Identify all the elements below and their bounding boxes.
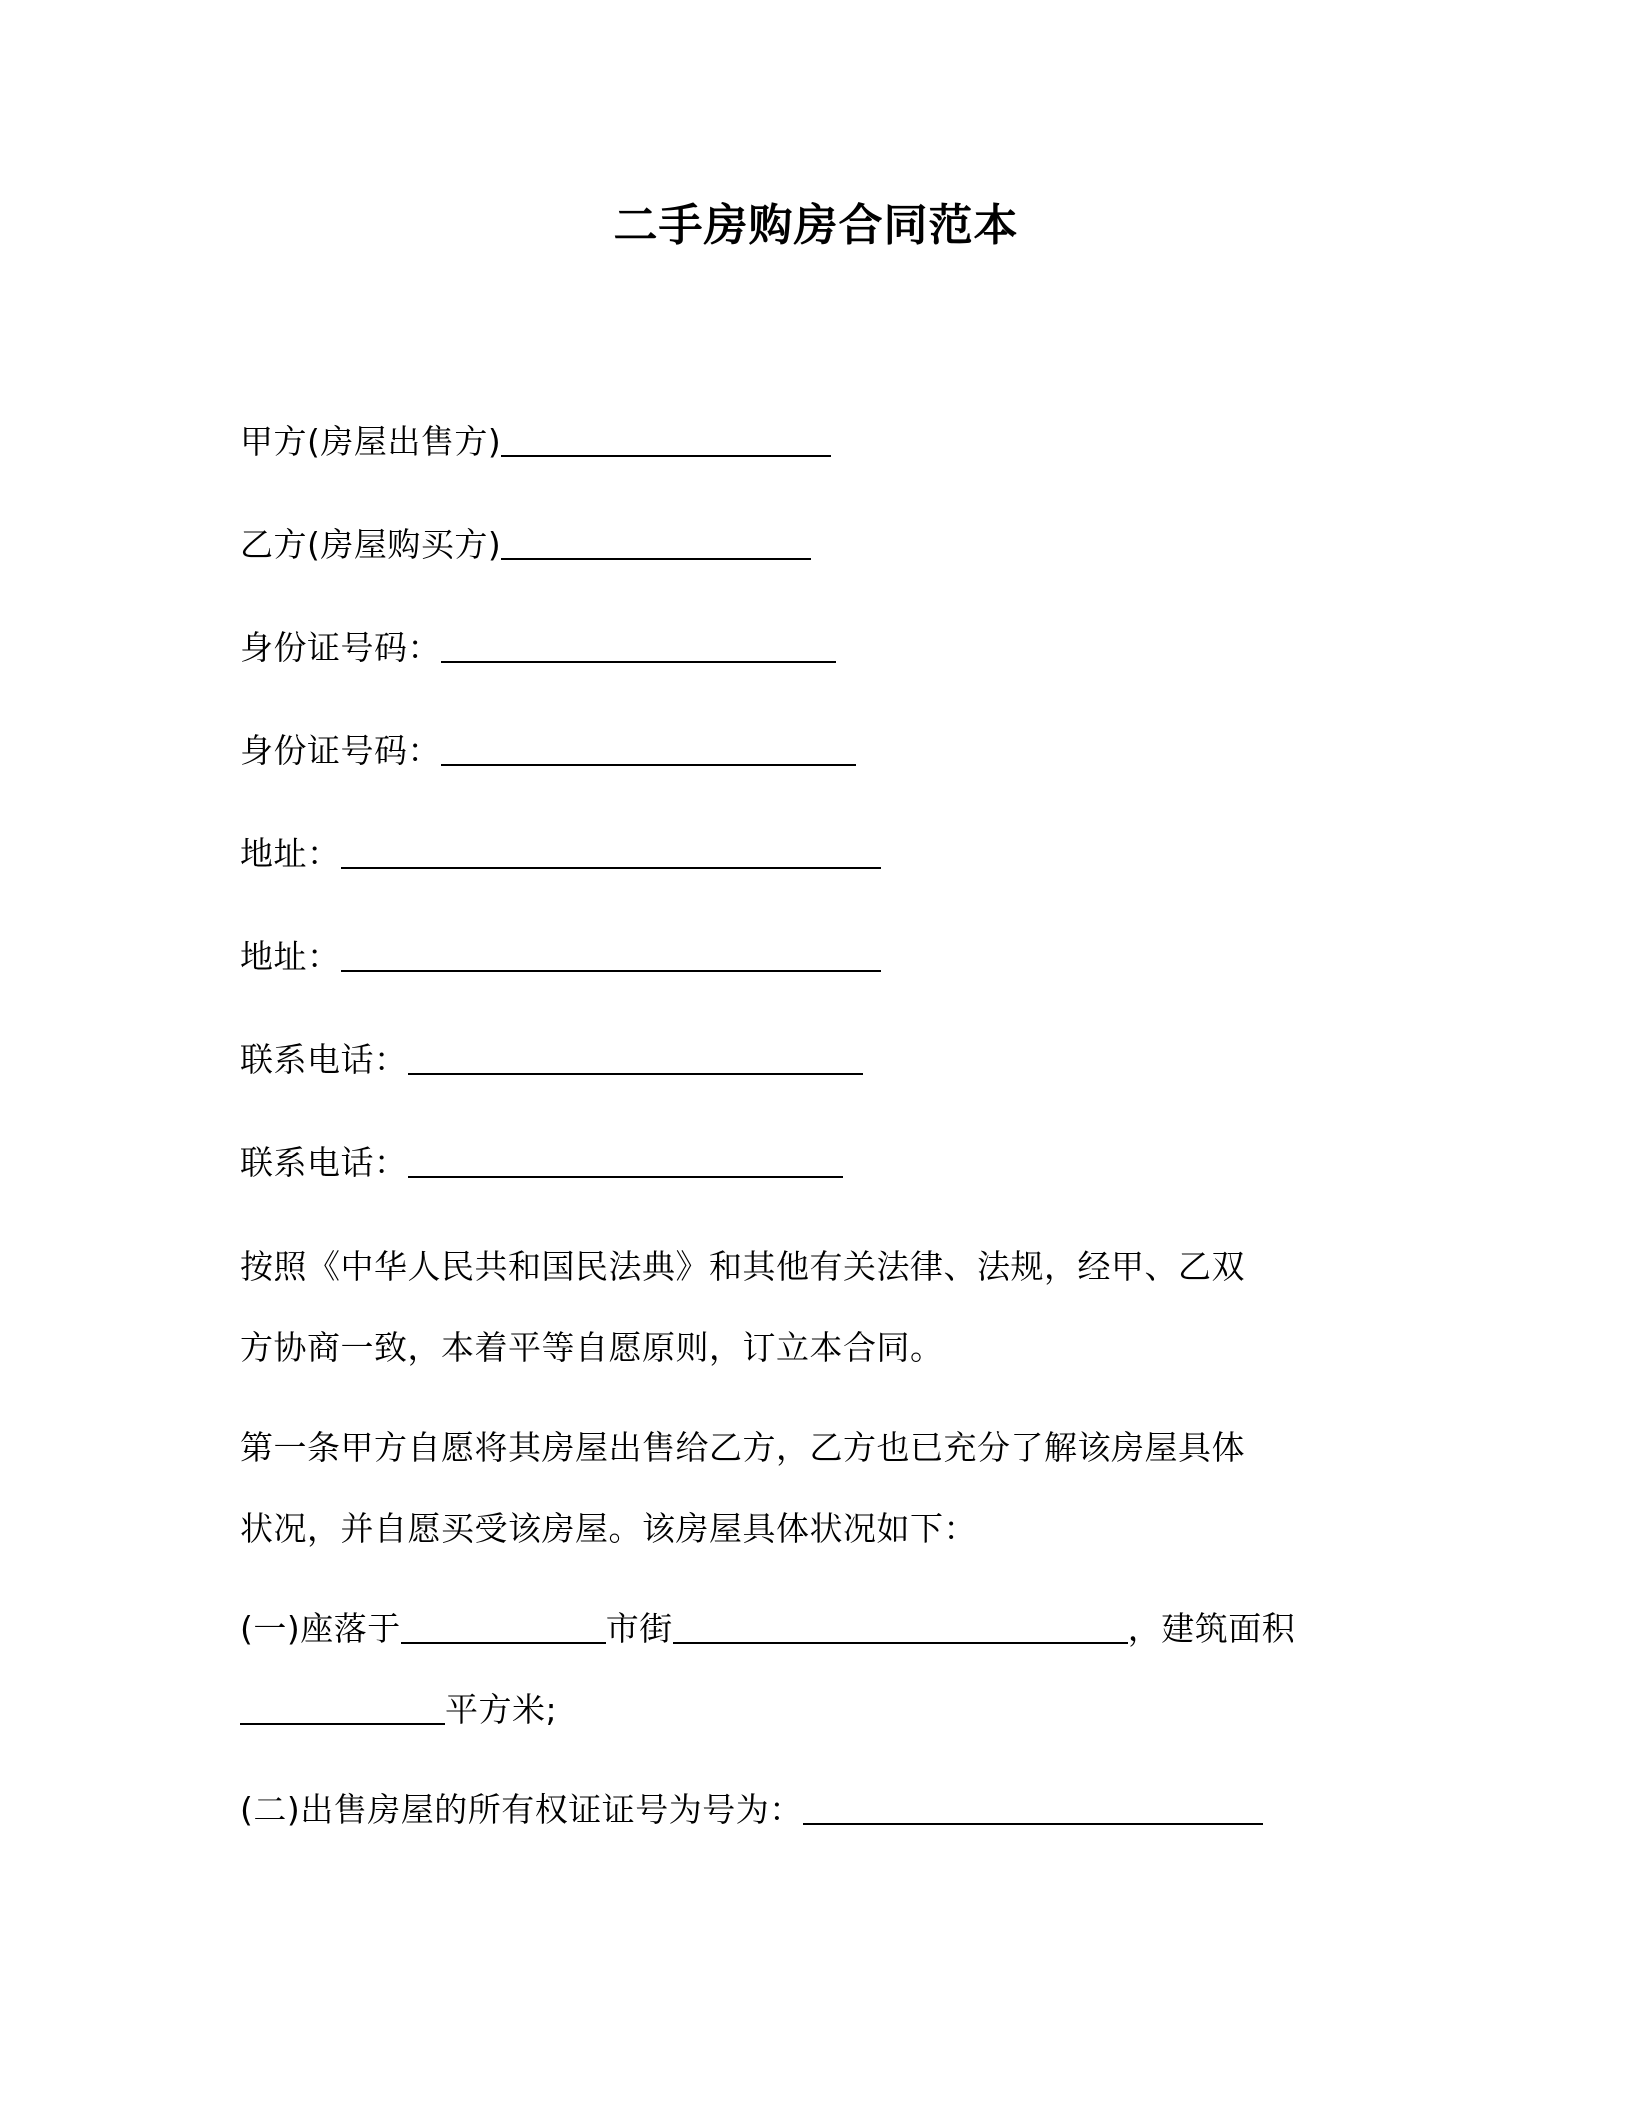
id-number-a-blank[interactable]	[441, 631, 836, 663]
id-number-a-line	[240, 624, 836, 672]
item-1-suffix: ，建筑面积	[1127, 1609, 1296, 1648]
phone-a-line	[240, 1036, 863, 1084]
address-a-blank[interactable]	[341, 837, 881, 869]
address-b-label: 地址：	[240, 937, 341, 976]
preamble-line-2: 方协商一致，本着平等自愿原则，订立本合同。	[240, 1328, 944, 1367]
party-b-label: 乙方(房屋购买方)	[240, 525, 502, 564]
location-city-blank[interactable]	[401, 1612, 606, 1644]
address-b-line	[240, 933, 881, 981]
party-a-blank[interactable]	[501, 425, 831, 457]
ownership-cert-blank[interactable]	[803, 1793, 1263, 1825]
document-title: 二手房购房合同范本	[613, 200, 1019, 251]
party-b-blank[interactable]	[501, 528, 811, 560]
location-street-blank[interactable]	[673, 1612, 1128, 1644]
party-b-line	[240, 521, 811, 569]
address-b-blank[interactable]	[341, 940, 881, 972]
phone-b-label: 联系电话：	[240, 1143, 408, 1182]
preamble-line-1: 按照《中华人民共和国民法典》和其他有关法律、法规，经甲、乙双	[240, 1247, 1245, 1286]
phone-a-label: 联系电话：	[240, 1040, 408, 1079]
party-a-label: 甲方(房屋出售方)	[240, 422, 502, 461]
phone-a-blank[interactable]	[408, 1043, 863, 1075]
address-a-line	[240, 830, 881, 878]
item-1-unit: 平方米;	[445, 1690, 558, 1729]
phone-b-line	[240, 1139, 843, 1187]
article-1-line-2: 状况，并自愿买受该房屋。该房屋具体状况如下：	[240, 1509, 977, 1548]
phone-b-blank[interactable]	[408, 1146, 843, 1178]
item-1-line-1	[240, 1605, 1295, 1653]
item-1-mid: 市街	[605, 1609, 673, 1648]
item-2-line	[240, 1786, 1263, 1834]
article-1-line-1: 第一条甲方自愿将其房屋出售给乙方，乙方也已充分了解该房屋具体	[240, 1428, 1245, 1467]
item-1-line-2	[240, 1686, 557, 1734]
id-number-b-blank[interactable]	[441, 734, 856, 766]
item-2-text: (二)出售房屋的所有权证证号为号为：	[240, 1790, 803, 1829]
item-1-prefix: (一)座落于	[240, 1609, 401, 1648]
id-number-b-line	[240, 727, 856, 775]
floor-area-blank[interactable]	[240, 1693, 445, 1725]
id-number-b-label: 身份证号码：	[240, 731, 441, 770]
party-a-line	[240, 418, 831, 466]
id-number-a-label: 身份证号码：	[240, 628, 441, 667]
address-a-label: 地址：	[240, 834, 341, 873]
